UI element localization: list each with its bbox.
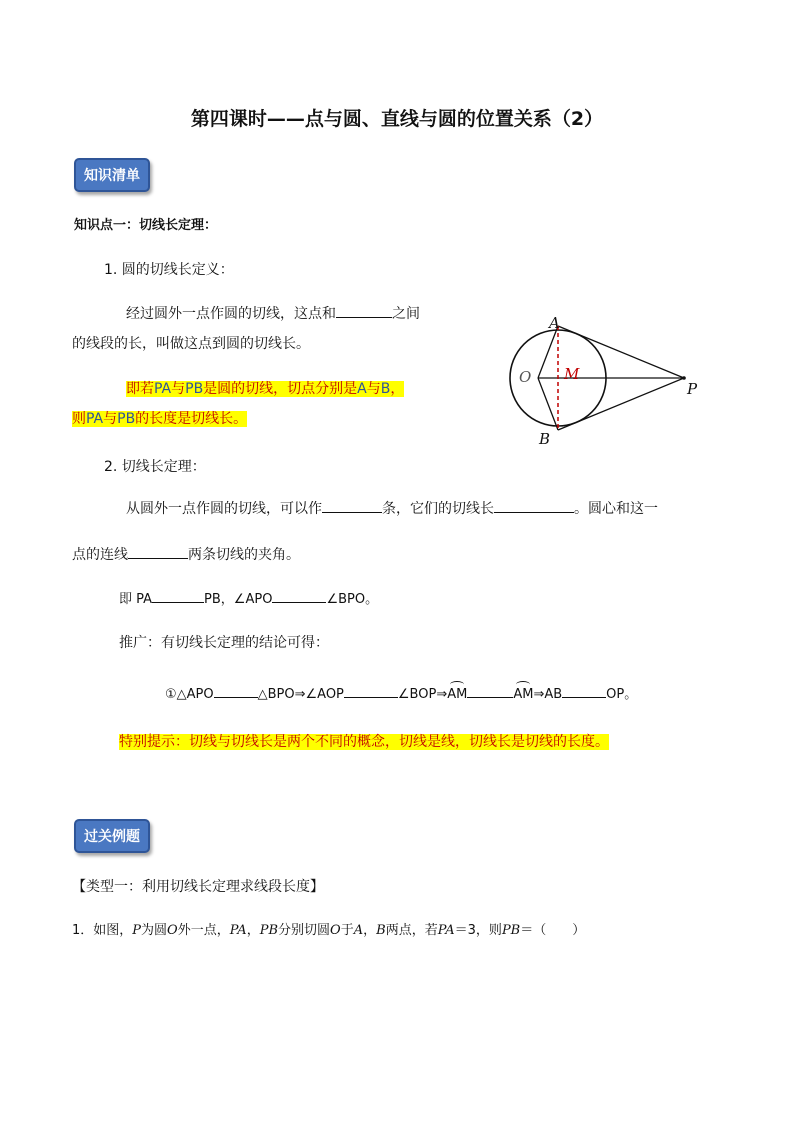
definition-line-2: 的线段的长，叫做这点到圆的切线长。 (72, 336, 310, 352)
extension-formula: ①△APO △BPO⇒∠AOP ∠BOP⇒AM AM⇒AB OP。 (165, 683, 637, 702)
item-2-title: 2. 切线长定理： (104, 459, 206, 475)
label-o: O (519, 368, 532, 386)
blank (344, 684, 398, 698)
blank (128, 545, 188, 559)
blank (467, 684, 513, 698)
section-badge-examples: 过关例题 (74, 819, 150, 853)
type-heading: 【类型一：利用切线长定理求线段长度】 (72, 879, 324, 895)
highlight-line-1: 即若PA与PB是圆的切线，切点分别是A与B， (126, 381, 405, 397)
item-1-title: 1. 圆的切线长定义： (104, 262, 234, 278)
arc-am-2: AM (513, 687, 534, 702)
equation-line: 即 PA PB，∠APO ∠BPO。 (119, 588, 378, 607)
label-p: P (687, 380, 698, 398)
tangent-pb (558, 378, 684, 430)
theorem-line-1: 从圆外一点作圆的切线，可以作 条，它们的切线长 。圆心和这一 (126, 501, 658, 517)
tangent-figure (480, 305, 710, 455)
arc-am-1: AM (447, 687, 468, 702)
knowledge-point-1: 知识点一：切线长定理： (74, 218, 218, 233)
label-a: A (549, 314, 560, 332)
blank (336, 304, 392, 318)
theorem-line-2: 点的连线 两条切线的夹角。 (72, 547, 300, 563)
section-badge-knowledge: 知识清单 (74, 158, 150, 192)
question-1: 1．如图，P为圆O外一点，PA，PB分别切圆O于A，B两点，若PA＝3，则PB＝（ ） (72, 923, 586, 938)
blank (322, 499, 382, 513)
label-b: B (539, 430, 551, 448)
blank (152, 589, 204, 603)
highlight-line-2: 则PA与PB的长度是切线长。 (72, 411, 248, 427)
definition-line-1: 经过圆外一点作圆的切线，这点和 之间 (126, 306, 420, 322)
point-p-dot (682, 376, 686, 380)
blank (214, 684, 258, 698)
label-m: M (564, 365, 580, 383)
blank (494, 499, 574, 513)
blank (562, 684, 606, 698)
blank (272, 589, 326, 603)
extension-line: 推广：有切线长定理的结论可得： (119, 635, 329, 651)
special-tip: 特别提示：切线与切线长是两个不同的概念，切线是线，切线长是切线的长度。 (119, 734, 609, 750)
page-title: 第四课时——点与圆、直线与圆的位置关系（2） (190, 108, 604, 130)
